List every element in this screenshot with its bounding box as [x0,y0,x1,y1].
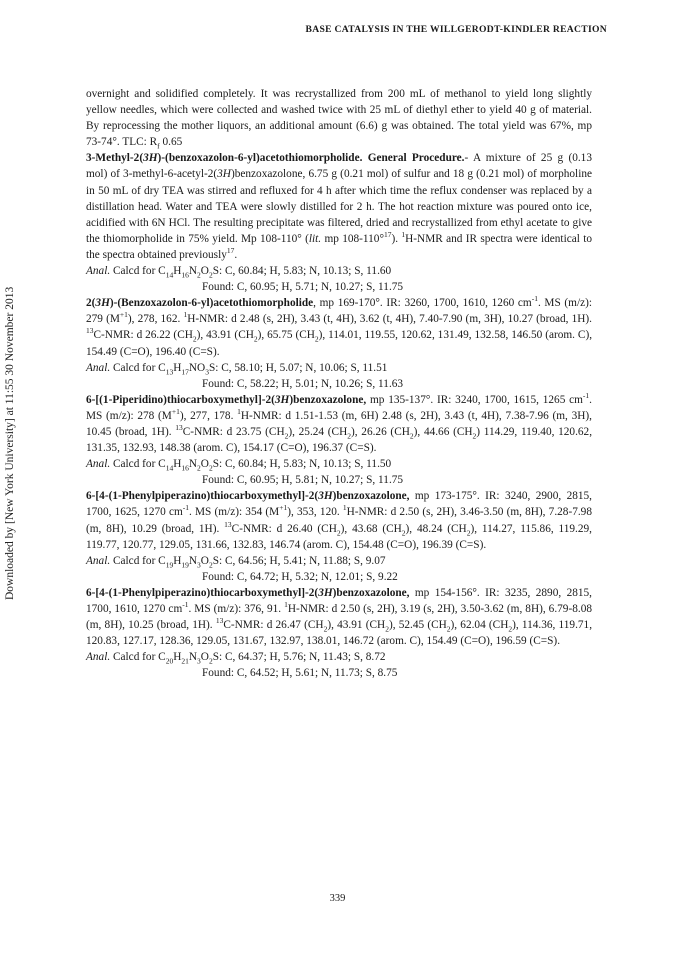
paragraph-compound: 6-[4-(1-Phenylpiperazino)thiocarboxymethyl]-2(3H)benzoxazolone, mp 173-175°. IR: 3240, 2900, 2815, 1700, 1625, 1270 $cm^{-1}$. MS (m/z): 354 $(M^{+1})$, 353, 120. $^1$H-NMR: d 2.50 (s, 2H), 3.46-3.50 (m, 8H), 7.28-7.98 (m, 8H), 10.29 (broad, 1H). $^{13}$C-NMR: d 26.40 $(CH_2)$, 43.68 $(CH_2)$, 48.24 $(CH_2)$, 114.27, 115.86, 119.29, 119.77, 120.77, 129.05, 131.66, 132.83, 146.74 (arom. C), 154.48 (C=O), 196.39 (C=S). [86,490,592,551]
analysis-found: Found: C, 60.95; H, 5.81; N, 10.27; S, 11.75 [202,474,404,487]
analysis-calcd: Anal. Calcd for $C_{14}H_{16}N_2O_2S$: C, 60.84; H, 5.83; N, 10.13; S, 11.50 [86,458,392,473]
page-number: 339 [329,893,346,904]
paragraph-compound: 6-[(1-Piperidino)thiocarboxymethyl]-2(3H)benzoxazolone, mp 135-137°. IR: 3240, 1700, 1615, 1265 $cm^{-1}$. MS (m/z): 278 $(M^{+1})$, 277, 178. $^1$H-NMR: d 1.51-1.53 (m, 6H) 2.48 (s, 2H), 3.43 (t, 4H), 7.38-7.96 (m, 3H), 10.45 (broad, 1H). $^{13}$C-NMR: d 23.75 $(CH_2)$, 25.24 $(CH_2)$, 26.26 $(CH_2)$, 44.66 $(CH_2)$ 114.29, 119.40, 120.62, 131.35, 132.93, 148.38 (arom. C), 154.17 (C=O), 196.37 (C=S). [86,391,593,455]
compound-title: 6-[(1-Piperidino)thiocarboxymethyl]-2(3H)benzoxazolone, [86,393,367,406]
analysis-found: Found: C, 58.22; H, 5.01; N, 10.26; S, 11.63 [202,377,404,390]
analysis-calcd: Anal. Calcd for $C_{13}H_{17}NO_3S$: C, 58.10; H, 5.07; N, 10.06; S, 11.51 [86,361,388,376]
paragraph-general-procedure: 3-Methyl-2(3H)-(benzoxazolon-6-yl)acetothiomorpholide. General Procedure.- A mixture of 25 g (0.13 mol) of 3-methyl-6-acetyl-2(3H)benzoxazolone, 6.75 g (0.21 mol) of sulfur and 18 g (0.21 mol) of morpholine in 50 mL of dry TEA was stirred and refluxed for 4 h after which time the reflux condenser was replaced by a distillation head. Water and TEA were slowly distilled for 2 h. The hot reaction mixture was poured onto ice, acidified with 6N HCl. The resulting precipitate was filtered, dried and recrystallized from ethyl acetate to give the thiomorpholide in 75% yield. Mp 108-110° (lit. mp 108-110°$^{17}$). $^1$H-NMR and IR spectra were identical to the spectra obtained previously$^{17}$. [86,152,592,261]
paragraph-compound: 6-[4-(1-Phenylpiperazino)thiocarboxymethyl]-2(3H)benzoxazolone, mp 154-156°. IR: 3235, 2890, 2815, 1700, 1610, 1270 $cm^{-1}$. MS (m/z): 376, 91. $^1$H-NMR: d 2.50 (s, 2H), 3.19 (s, 2H), 3.50-3.62 (m, 8H), 6.79-8.08 (m, 8H), 10.25 (broad, 1H). $^{13}$C-NMR: d 26.47 $(CH_2)$, 43.91 $(CH_2)$, 52.45 $(CH_2)$, 62.04 $(CH_2)$, 114.36, 119.71, 120.83, 127.17, 128.36, 129.05, 131.67, 132.97, 138.01, 146.72 (arom. C), 154.49 (C=O), 196.59 (C=S). [86,586,593,648]
download-notice: Downloaded by [New York University] at 11:55 30 November 2013 [4,286,16,600]
compound-title: 6-[4-(1-Phenylpiperazino)thiocarboxymethyl]-2(3H)benzoxazolone, [86,586,410,599]
paragraph-compound: 2(3H)-(Benzoxazolon-6-yl)acetothiomorpholide, mp 169-170°. IR: 3260, 1700, 1610, 1260 $cm^{-1}$. MS (m/z): 279 $(M^{+1})$, 278, 162. $^1$H-NMR: d 2.48 (s, 2H), 3.43 (t, 4H), 3.62 (t, 4H), 7.40-7.90 (m, 3H), 10.27 (broad, 1H). $^{13}$C-NMR: d 26.22 $(CH_2)$, 43.91 $(CH_2)$, 65.75 $(CH_2)$, 114.01, 119.55, 120.62, 131.49, 132.58, 146.50 (arom. C), 154.49 (C=O), 196.40 (C=S). [86,294,593,358]
compound-title: 6-[4-(1-Phenylpiperazino)thiocarboxymethyl]-2(3H)benzoxazolone, [86,490,410,503]
analysis-calcd: Anal. Calcd for $C_{20}H_{21}N_3O_2S$: C, 64.37; H, 5.76; N, 11.43; S, 8.72 [86,651,386,666]
article-body [86,86,592,681]
compound-title: 2(3H)-(Benzoxazolon-6-yl)acetothiomorpholide [86,297,314,310]
analysis-found: Found: C, 60.95; H, 5.71; N, 10.27; S, 11.75 [202,281,404,294]
paragraph-continuation: overnight and solidified completely. It was recrystallized from 200 mL of methanol to yield long slightly yellow needles, which were collected and washed twice with 25 mL of diethyl ether to yield 40 g of material. By reprocessing the mother liquors, an additional amount (6.6) g was obtained. The total yield was 67%, mp 73-74°. TLC: $R_f$ 0.65 [86,88,592,151]
analysis-found: Found: C, 64.52; H, 5.61; N, 11.73; S, 8.75 [202,667,398,680]
compound-title: 3-Methyl-2(3H)-(benzoxazolon-6-yl)acetothiomorpholide. General Procedure. [86,152,465,165]
analysis-calcd: Anal. Calcd for $C_{19}H_{19}N_3O_2S$: C, 64.56; H, 5.41; N, 11.88; S, 9.07 [86,554,386,569]
running-header: BASE CATALYSIS IN THE WILLGERODT-KINDLER REACTION [305,24,607,35]
analysis-found: Found: C, 64.72; H, 5.32; N, 12.01; S, 9.22 [202,570,398,583]
analysis-calcd: Anal. Calcd for $C_{14}H_{16}N_2O_2S$: C, 60.84; H, 5.83; N, 10.13; S, 11.60 [86,265,392,280]
